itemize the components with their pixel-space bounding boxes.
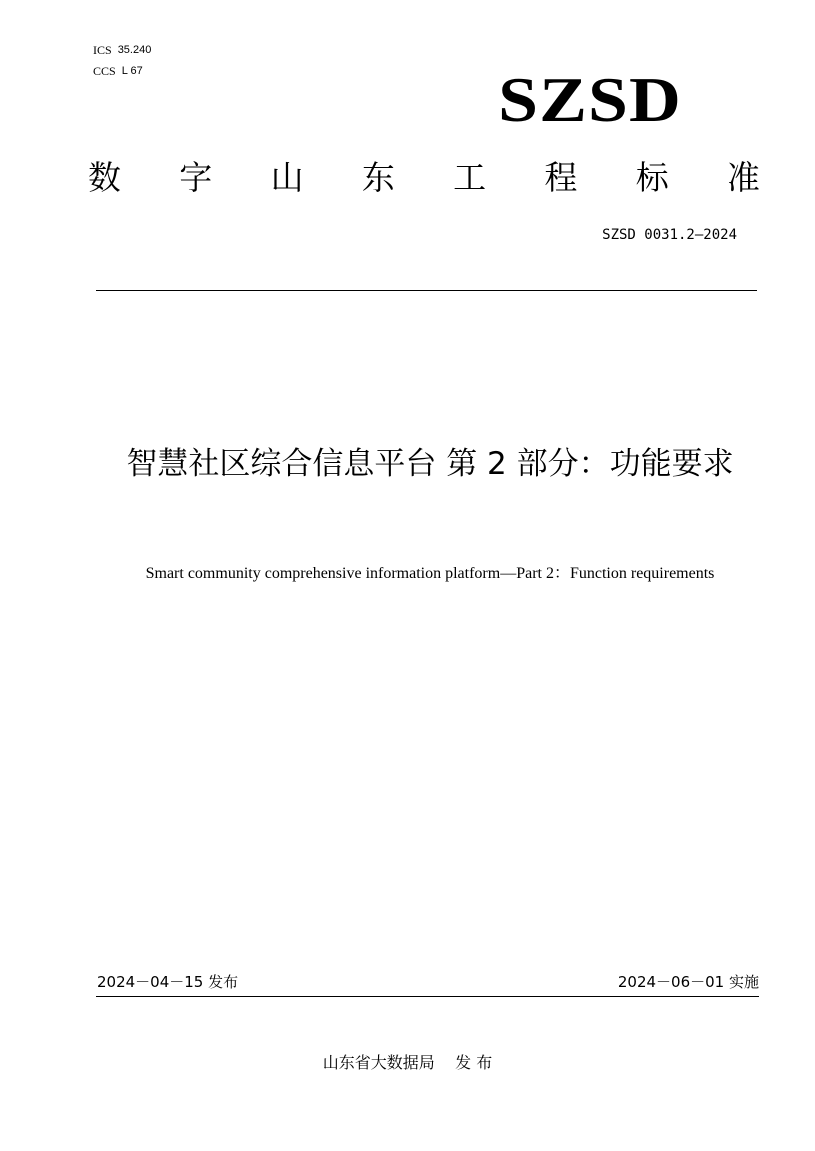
szsd-logo: SZSD (498, 64, 682, 135)
document-title-english: Smart community comprehensive information platform—Part 2：Function requirements (145, 565, 715, 582)
footer-divider (96, 996, 759, 997)
ccs-value: L 67 (121, 65, 143, 77)
series-char: 东 (361, 158, 395, 197)
issuing-authority: 山东省大数据局 发 布 (322, 1053, 493, 1072)
classification-codes (93, 40, 151, 82)
series-char: 工 (453, 158, 487, 197)
document-title-chinese: 智慧社区综合信息平台 第 2 部分：功能要求 (126, 446, 734, 482)
release-date: 2024－04－15 发布 (97, 973, 239, 991)
standard-series-title (88, 152, 760, 204)
series-char: 标 (635, 158, 669, 197)
series-char: 程 (544, 158, 578, 197)
ics-code (93, 40, 151, 61)
series-char: 数 (88, 158, 121, 197)
series-char: 准 (726, 158, 760, 197)
ccs-code (93, 61, 151, 82)
implementation-date: 2024－06－01 实施 (617, 973, 759, 991)
series-char: 山 (270, 158, 304, 197)
series-char: 字 (179, 158, 213, 197)
header-divider (96, 290, 757, 291)
ics-label: ICS (93, 43, 112, 57)
standard-number: SZSD 0031.2—2024 (602, 227, 737, 243)
ics-value: 35.240 (117, 44, 152, 56)
ccs-label: CCS (93, 64, 116, 78)
